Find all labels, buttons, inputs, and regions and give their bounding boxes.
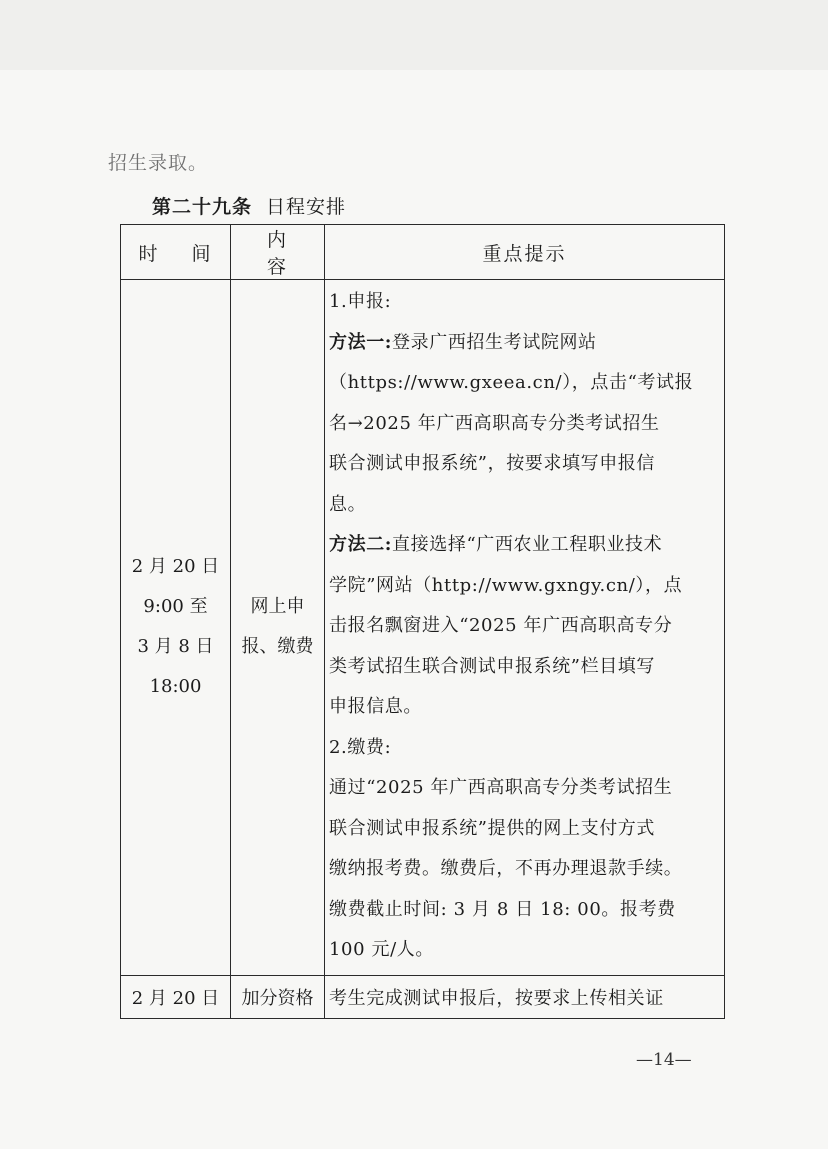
article-title: 日程安排 [266,196,347,218]
notes-line: 1.申报: [329,291,392,312]
notes-line: 息。 [329,493,367,515]
time-line: 18:00 [149,676,202,698]
article-heading [152,192,346,219]
notes-line: 100 元/人。 [329,939,434,960]
notes-line [329,525,720,566]
notes-line: 名→2025 年广西高职高专分类考试招生 [329,412,660,434]
content-line: 网上申 [250,596,305,618]
notes-line: 学院”网站（http://www.gxngy.cn/），点 [329,574,683,596]
table-header-row [121,225,725,280]
header-content: 内 容 [231,225,325,280]
notes-text: 直接选择“广西农业工程职业技术 [392,534,663,555]
method-two-label: 方法二: [329,534,393,555]
schedule-table [120,224,725,1019]
notes-cell: 考生完成测试申报后，按要求上传相关证 [325,975,725,1018]
content-line: 报、缴费 [241,636,314,658]
table-row [121,975,725,1018]
time-line: 9:00 至 [143,596,208,618]
method-one-label: 方法一: [329,331,393,353]
page-number: —14— [636,1050,692,1070]
time-line: 2 月 20 日 [131,556,220,578]
header-time: 时 间 [121,225,231,280]
notes-text: 登录广西招生考试院网站 [392,331,597,353]
time-cell [121,280,231,976]
notes-line: （https://www.gxeea.cn/），点击“考试报 [329,372,694,393]
time-line: 3 月 8 日 [137,636,214,658]
notes-line: 类考试招生联合测试申报系统”栏目填写 [329,655,656,677]
lead-text: 招生录取。 [108,152,209,174]
notes-line: 通过“2025 年广西高职高专分类考试招生 [329,777,673,798]
article-number: 第二十九条 [152,196,253,218]
header-notes: 重点提示 [325,225,725,280]
notes-line: 申报信息。 [329,696,422,717]
notes-line: 缴费截止时间: 3 月 8 日 18: 00。报考费 [329,898,676,920]
scan-top-band [0,0,828,70]
notes-cell [325,280,725,976]
time-cell: 2 月 20 日 [121,975,231,1018]
content-cell: 加分资格 [231,975,325,1018]
notes-line: 联合测试申报系统”，按要求填写申报信 [329,453,656,474]
notes-line: 2.缴费: [329,736,392,758]
notes-line: 缴纳报考费。缴费后，不再办理退款手续。 [329,858,683,879]
notes-line [329,323,720,364]
table-row [121,280,725,976]
notes-line: 联合测试申报系统”提供的网上支付方式 [329,817,656,839]
content-cell [231,280,325,976]
notes-line: 击报名飘窗进入“2025 年广西高职高专分 [329,615,673,636]
